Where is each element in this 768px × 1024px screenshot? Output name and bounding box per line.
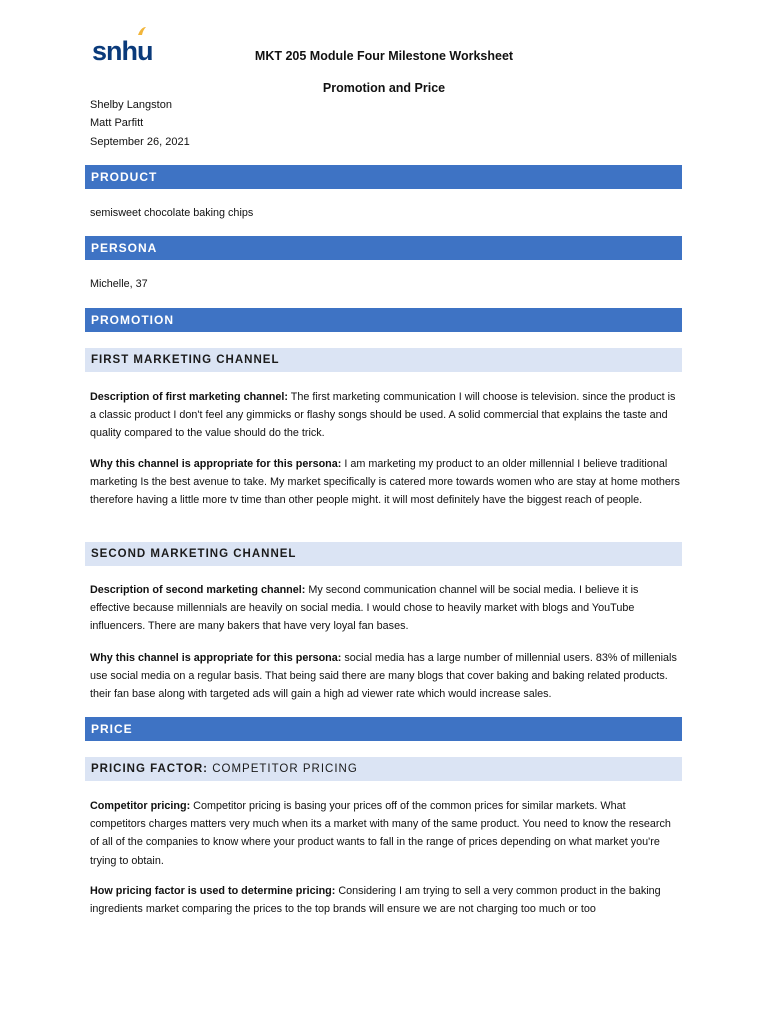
document-date: September 26, 2021 [90,136,190,148]
pricing-factor-value: COMPETITOR PRICING [212,763,358,775]
author-name-1: Shelby Langston [90,99,172,111]
first-channel-description [90,388,680,443]
subsection-heading-pricing-factor [85,757,682,781]
section-heading-product: PRODUCT [85,165,682,189]
first-channel-why [90,455,680,510]
second-channel-why [90,649,680,704]
page-title: MKT 205 Module Four Milestone Worksheet [254,49,514,63]
author-name-2: Matt Parfitt [90,117,144,129]
pricing-factor-usage-paragraph [90,882,680,918]
pricing-factor-usage-label: How pricing factor is used to determine pricing: [90,885,336,897]
competitor-pricing-label: Competitor pricing: [90,800,191,812]
section-heading-price: PRICE [85,717,682,741]
second-channel-description-text: My second communication channel will be social media. I believe it is effective because millennials are heavily on social media. I would chose to heavily market with blogs and YouTube influencers. There are many bakers that have very loyal fan bases. [90,584,639,633]
second-channel-description-label: Description of second marketing channel: [90,584,306,596]
first-channel-why-text: I am marketing my product to an older millennial I believe traditional marketing Is the best avenue to take. My market specifically is catered more towards women who are stay at home mothers therefore having a little more tv time than other people might. it will most definitely have the biggest reach of people. [90,458,680,507]
competitor-pricing-paragraph [90,797,680,870]
first-channel-description-label: Description of first marketing channel: [90,391,288,403]
first-channel-why-label: Why this channel is appropriate for this persona: [90,458,342,470]
product-text: semisweet chocolate baking chips [90,207,254,219]
subsection-heading-second-channel: SECOND MARKETING CHANNEL [85,542,682,566]
second-channel-why-label: Why this channel is appropriate for this persona: [90,652,342,664]
section-heading-persona: PERSONA [85,236,682,260]
page-subtitle: Promotion and Price [322,81,446,95]
competitor-pricing-text: Competitor pricing is basing your prices off of the common prices for similar markets. What competitors charges matters very much when its a market with many of the same product. You need to know the research of all of the companies to know where your product wants to fall in the range of prices depending on what market you're trying to obtain. [90,800,671,867]
section-heading-promotion: PROMOTION [85,308,682,332]
persona-text: Michelle, 37 [90,278,148,290]
snhu-logo [92,26,152,70]
logo-accent-mark [137,26,147,36]
pricing-factor-prefix: PRICING FACTOR: [91,763,213,775]
second-channel-description [90,581,680,636]
pricing-factor-usage-text: Considering I am trying to sell a very common product in the baking ingredients market comparing the prices to the top brands will ensure we are not charging too much or too [90,885,661,916]
subsection-heading-first-channel: FIRST MARKETING CHANNEL [85,348,682,372]
logo-text: snhu [92,36,153,66]
second-channel-why-text: social media has a large number of millennial users. 83% of millenials use social media on a regular basis. That being said there are many blogs that cover baking and baking related products. their fan base along with targeted ads will gain a high ad viewer rate which would increase sales. [90,652,677,701]
first-channel-description-text: The first marketing communication I will choose is television. since the product is a classic product I don't feel any gimmicks or flashy songs should be used. A solid commercial that explains the taste and quality compared to the value should do the trick. [90,391,676,440]
